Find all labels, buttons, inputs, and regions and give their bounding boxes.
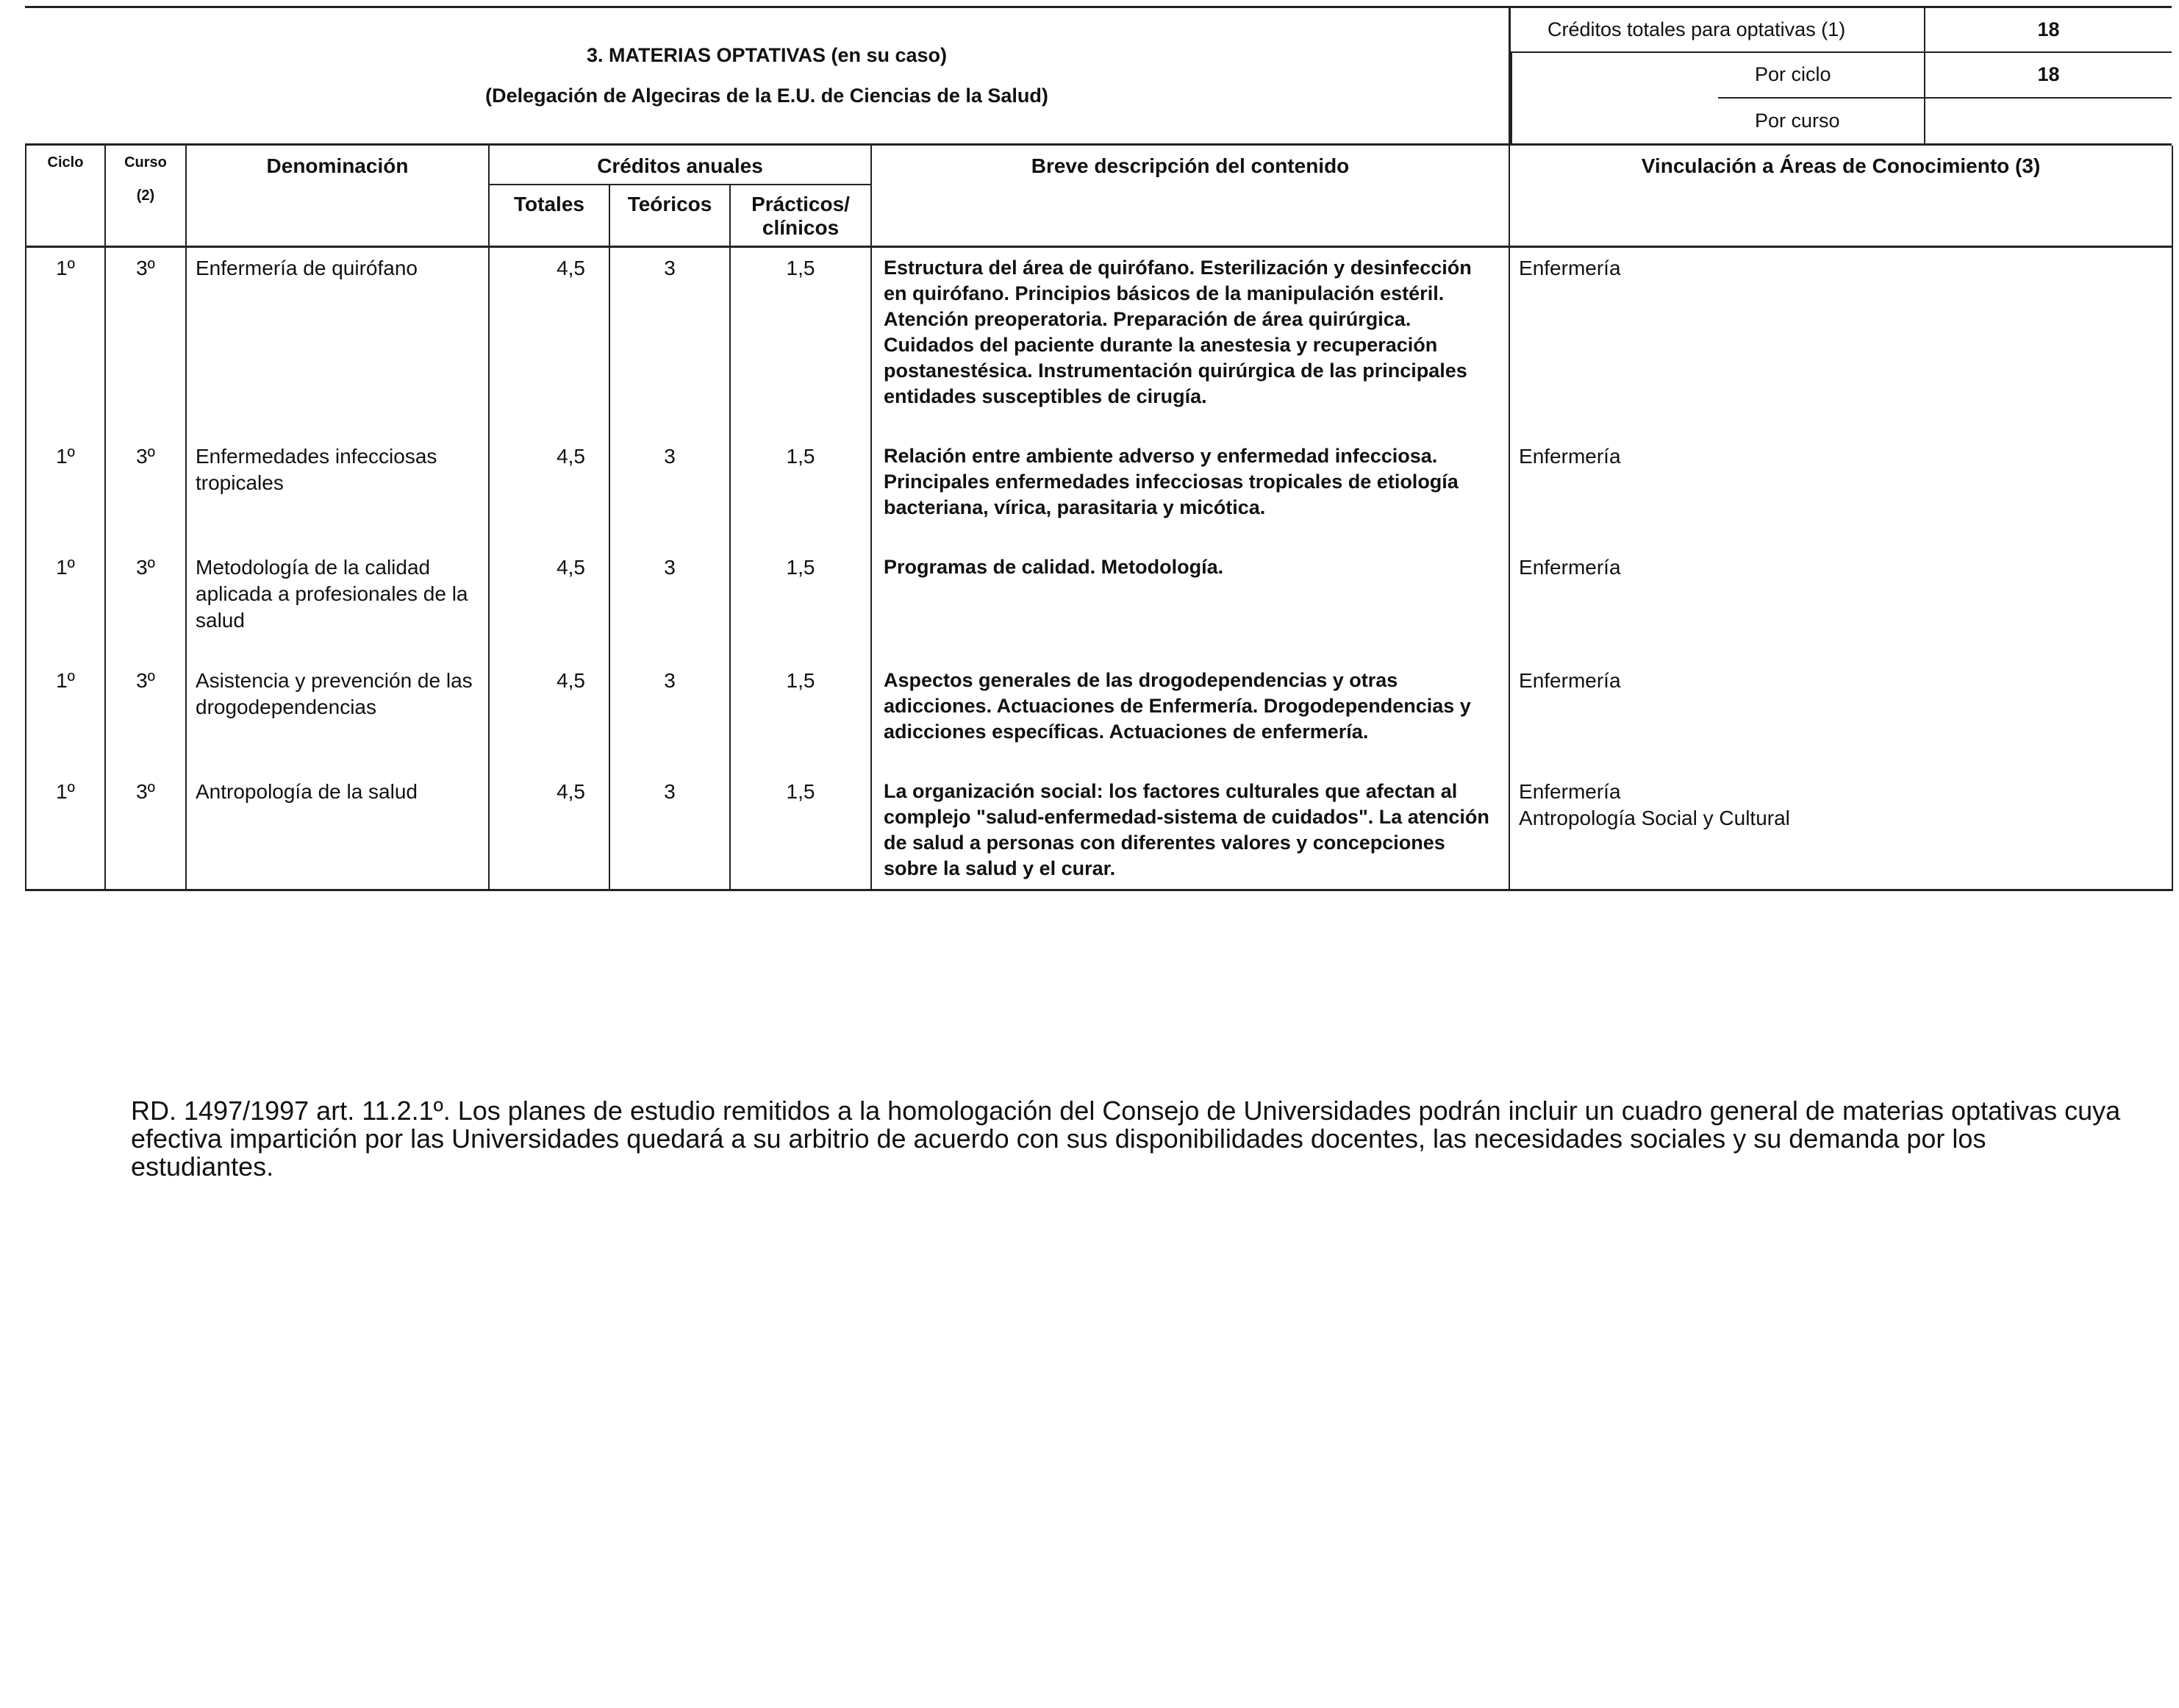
document <box>25 6 2172 891</box>
title-block <box>25 8 1511 143</box>
cell-vinculacion: Enfermería <box>1509 660 2172 771</box>
col-vinculacion: Vinculación a Áreas de Conocimiento (3) <box>1509 146 2172 247</box>
cell-descripcion: La organización social: los factores culturales que afectan al complejo "salud-enfermedad-sistema de cuidados". La atención de salud a personas con diferentes valores y concepciones sobre la salud y el curar. <box>871 771 1509 890</box>
cell-vinculacion: Enfermería <box>1509 547 2172 660</box>
table-row <box>26 771 2172 890</box>
cell-descripcion: Programas de calidad. Metodología. <box>871 547 1509 660</box>
cell-practicos: 1,5 <box>730 547 871 660</box>
cell-vinculacion-1: Enfermería <box>1519 780 1621 803</box>
cell-curso: 3º <box>105 547 186 660</box>
cell-vinculacion: Enfermería <box>1509 247 2172 437</box>
col-practicos: Prácticos/ clínicos <box>730 185 871 247</box>
cell-ciclo: 1º <box>26 247 105 437</box>
table-row <box>26 436 2172 547</box>
per-course-value <box>1924 99 2172 143</box>
header-block <box>25 6 2172 146</box>
col-denominacion: Denominación <box>186 146 489 247</box>
col-curso-note: (2) <box>136 187 155 204</box>
cell-practicos: 1,5 <box>730 771 871 890</box>
cell-practicos: 1,5 <box>730 247 871 437</box>
cell-teoricos: 3 <box>609 547 730 660</box>
page-title: 3. MATERIAS OPTATIVAS (en su caso) <box>586 44 948 66</box>
cell-curso: 3º <box>105 771 186 890</box>
col-creditos: Créditos anuales <box>489 146 871 185</box>
cell-curso: 3º <box>105 247 186 437</box>
cell-vinculacion <box>1509 771 2172 890</box>
per-cycle-value: 18 <box>1924 53 2172 98</box>
cell-ciclo: 1º <box>26 771 105 890</box>
cell-curso: 3º <box>105 436 186 547</box>
table-row <box>26 660 2172 771</box>
cell-denominacion: Asistencia y prevención de las drogodependencias <box>186 660 489 771</box>
page-subtitle: (Delegación de Algeciras de la E.U. de Ciencias de la Salud) <box>485 85 1048 107</box>
cell-ciclo: 1º <box>26 547 105 660</box>
cell-descripcion: Estructura del área de quirófano. Esterilización y desinfección en quirófano. Principios básicos de la manipulación estéril. Atención preoperatoria. Preparación de área quirúrgica. Cuidados del paciente durante la anestesia y recuperación postanestésica. Instrumentación quirúrgica de las principales entidades susceptibles de cirugía. <box>871 247 1509 437</box>
cell-descripcion: Aspectos generales de las drogodependencias y otras adicciones. Actuaciones de Enfermería. Drogodependencias y adicciones específicas. Actuaciones de enfermería. <box>871 660 1509 771</box>
cell-teoricos: 3 <box>609 247 730 437</box>
credits-empty-cell <box>1511 53 1718 143</box>
cell-practicos: 1,5 <box>730 436 871 547</box>
total-credits-label: Créditos totales para optativas (1) <box>1511 8 1924 53</box>
table-row <box>26 547 2172 660</box>
col-descripcion: Breve descripción del contenido <box>871 146 1509 247</box>
cell-totales: 4,5 <box>489 247 609 437</box>
cell-curso: 3º <box>105 660 186 771</box>
total-credits-value: 18 <box>1924 8 2172 53</box>
col-totales: Totales <box>489 185 609 247</box>
credits-box <box>1511 8 2172 143</box>
cell-descripcion: Relación entre ambiente adverso y enfermedad infecciosa. Principales enfermedades infecciosas tropicales de etiología bacteriana, vírica, parasitaria y micótica. <box>871 436 1509 547</box>
table-row <box>26 247 2172 437</box>
cell-teoricos: 3 <box>609 771 730 890</box>
cell-totales: 4,5 <box>489 660 609 771</box>
cell-totales: 4,5 <box>489 771 609 890</box>
col-teoricos: Teóricos <box>609 185 730 247</box>
cell-denominacion: Enfermería de quirófano <box>186 247 489 437</box>
cell-ciclo: 1º <box>26 660 105 771</box>
col-ciclo: Ciclo <box>26 146 105 247</box>
cell-vinculacion: Enfermería <box>1509 436 2172 547</box>
cell-totales: 4,5 <box>489 547 609 660</box>
col-curso-label: Curso <box>124 154 167 171</box>
cell-vinculacion-2: Antropología Social y Cultural <box>1519 807 1790 829</box>
per-course-label: Por curso <box>1755 109 1840 132</box>
cell-denominacion: Enfermedades infecciosas tropicales <box>186 436 489 547</box>
cell-ciclo: 1º <box>26 436 105 547</box>
cell-teoricos: 3 <box>609 436 730 547</box>
cell-practicos: 1,5 <box>730 660 871 771</box>
optional-subjects-table <box>25 146 2173 891</box>
cell-totales: 4,5 <box>489 436 609 547</box>
cell-teoricos: 3 <box>609 660 730 771</box>
cell-denominacion: Antropología de la salud <box>186 771 489 890</box>
col-curso <box>105 146 186 247</box>
footnote: RD. 1497/1997 art. 11.2.1º. Los planes de estudio remitidos a la homologación del Consejo de Universidades podrán incluir un cuadro general de materias optativas cuya efectiva impartición por las Universidades quedará a su arbitrio de acuerdo con sus disponibilidades docentes, las necesidades sociales y su demanda por los estudiantes. <box>131 1096 2121 1182</box>
per-cycle-label: Por ciclo <box>1718 53 1924 98</box>
cell-denominacion: Metodología de la calidad aplicada a profesionales de la salud <box>186 547 489 660</box>
